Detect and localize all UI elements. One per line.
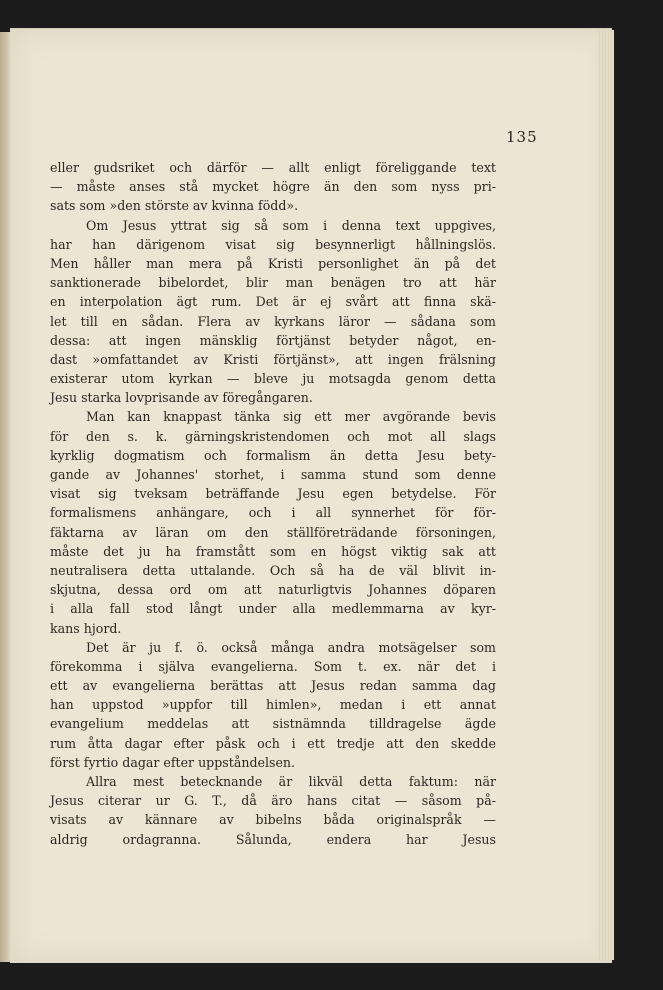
page-number: 135: [506, 128, 538, 146]
text-line: måste det ju ha framstått som en högst viktig sak att: [50, 543, 496, 559]
text-line: har han därigenom visat sig besynnerligt hållningslös.: [50, 236, 496, 252]
body-text: [50, 158, 496, 849]
text-line: aldrig ordagranna. Sålunda, endera har Jesus: [50, 831, 496, 847]
text-line: sats som »den störste av kvinna född».: [50, 198, 299, 214]
text-line: dessa: att ingen mänsklig förtjänst betyder något, en-: [50, 332, 496, 348]
text-line: let till en sådan. Flera av kyrkans läror — sådana som: [50, 313, 496, 329]
text-line: förekomma i själva evangelierna. Som t. ex. när det i: [50, 658, 496, 674]
text-line: formalismens anhängare, och i all synnerhet för för-: [50, 505, 496, 521]
text-line: neutralisera detta uttalande. Och så ha de väl blivit in-: [50, 562, 496, 578]
text-line: Det är ju f. ö. också många andra motsägelser som: [86, 639, 496, 655]
text-line: först fyrtio dagar efter uppståndelsen.: [50, 754, 296, 770]
page-stack-edge: [598, 30, 614, 960]
text-line: Men håller man mera på Kristi personlighet än på det: [50, 255, 496, 271]
text-line: rum åtta dagar efter påsk och i ett tredje att den skedde: [50, 735, 496, 751]
text-line: kyrklig dogmatism och formalism än detta Jesu bety-: [50, 447, 496, 463]
text-line: Man kan knappast tänka sig ett mer avgörande bevis: [86, 409, 496, 425]
text-line: Om Jesus yttrat sig så som i denna text uppgives,: [86, 217, 496, 233]
text-line: för den s. k. gärningskristendomen och mot all slags: [50, 428, 496, 444]
text-line: visats av kännare av bibelns båda originalspråk —: [50, 812, 496, 828]
text-line: han uppstod »uppfor till himlen», medan i ett annat: [50, 697, 496, 713]
text-line: skjutna, dessa ord om att naturligtvis Johannes döparen: [50, 582, 496, 598]
text-line: Allra mest betecknande är likväl detta faktum: när: [86, 774, 496, 789]
text-line: — måste anses stå mycket högre än den som nyss pri-: [50, 179, 496, 195]
text-line: Jesus citerar ur G. T., då äro hans citat — såsom på-: [50, 793, 496, 809]
text-line: dast »omfattandet av Kristi förtjänst», att ingen frälsning: [50, 351, 496, 367]
text-line: en interpolation ägt rum. Det är ej svårt att finna skä-: [50, 294, 496, 310]
text-line: ett av evangelierna berättas att Jesus redan samma dag: [50, 678, 496, 694]
text-line: eller gudsriket och därför — allt enligt föreliggande text: [50, 160, 496, 175]
text-line: i alla fall stod långt under alla medlemmarna av kyr-: [50, 601, 496, 617]
text-line: gande av Johannes' storhet, i samma stund som denne: [50, 467, 496, 482]
text-line: sanktionerade bibelordet, blir man benägen tro att här: [50, 275, 496, 291]
text-line: existerar utom kyrkan — bleve ju motsagda genom detta: [50, 371, 496, 387]
text-line: visat sig tveksam beträffande Jesu egen betydelse. För: [50, 486, 496, 502]
text-line: fäktarna av läran om den ställföreträdande försoningen,: [50, 524, 496, 540]
text-line: evangelium meddelas att sistnämnda tilldragelse ägde: [50, 716, 496, 732]
text-line: kans hjord.: [50, 620, 122, 636]
text-line: Jesu starka lovprisande av föregångaren.: [50, 390, 313, 406]
